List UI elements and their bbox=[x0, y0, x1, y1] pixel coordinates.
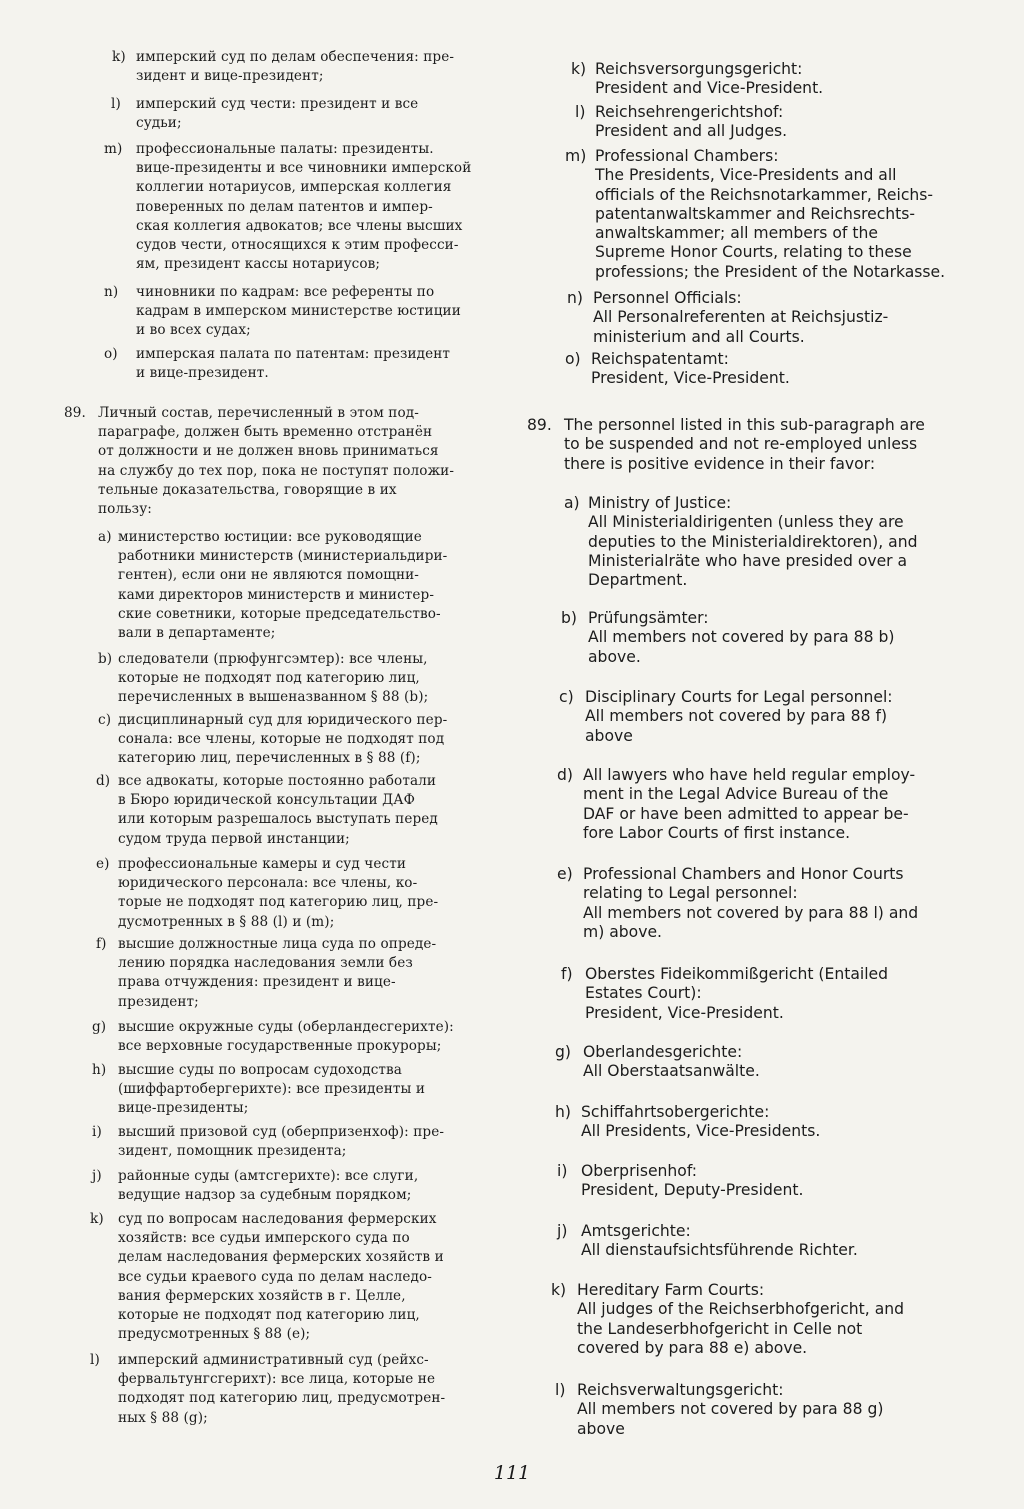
item-label: n) bbox=[104, 284, 119, 300]
item-label: k) bbox=[112, 49, 126, 65]
item-text: Reichsehrengerichtshof: President and all Judges. bbox=[595, 103, 788, 141]
item-text: имперский административный суд (рейхс- фервальтунгсгерихт): все лица, которые не подходят под категорию лиц, предусмотрен- ных § 88 (g); bbox=[118, 1352, 446, 1426]
item-text: Professional Chambers: The Presidents, Vice-Presidents and all officials of the Reichsnotarkammer, Reichs- patentanwaltskammer and Reichsrechts- anwaltskammer; all members of the Supreme Honor Courts, relating to these professions; the President of the Notarkasse. bbox=[595, 147, 946, 281]
item-label: j) bbox=[557, 1222, 568, 1240]
item-text: высшие должностные лица суда по опреде- лению порядка наследования земли без права отчуждения: президент и вице- президент; bbox=[118, 936, 437, 1010]
item-label: e) bbox=[96, 856, 110, 872]
item-label: l) bbox=[575, 103, 586, 121]
item-text: Prüfungsämter: All members not covered by para 88 b) above. bbox=[588, 609, 895, 666]
item-label: f) bbox=[561, 965, 573, 983]
item-text: Reichsversorgungsgericht: President and Vice-President. bbox=[595, 60, 824, 98]
page-number: 111 bbox=[493, 1462, 531, 1484]
item-label: c) bbox=[559, 688, 574, 706]
paragraph-text: The personnel listed in this sub-paragraph are to be suspended and not re-employed unless there is positive evidence in their favor: bbox=[564, 416, 925, 473]
item-text: высшие суды по вопросам судоходства (шиффартобергерихте): все президенты и вице-президенты; bbox=[118, 1062, 425, 1117]
item-text: Reichspatentamt: President, Vice-President. bbox=[591, 350, 790, 388]
item-text: дисциплинарный суд для юридического пер- сонала: все члены, которые не подходят под категорию лиц, перечисленных в § 88 (f); bbox=[118, 712, 448, 767]
item-label: k) bbox=[551, 1281, 567, 1299]
item-text: Oberlandesgerichte: All Oberstaatsanwälte. bbox=[583, 1043, 760, 1081]
paragraph-number: 89. bbox=[64, 405, 86, 421]
item-label: m) bbox=[565, 147, 587, 165]
item-text: чиновники по кадрам: все референты по кадрам в имперском министерстве юстиции и во всех судах; bbox=[136, 284, 461, 339]
item-text: Oberprisenhof: President, Deputy-President. bbox=[581, 1162, 804, 1200]
item-text: Schiffahrtsobergerichte: All Presidents, Vice-Presidents. bbox=[581, 1103, 821, 1141]
item-text: высшие окружные суды (оберландесгерихте): все верховные государственные прокуроры; bbox=[118, 1019, 454, 1055]
item-label: l) bbox=[555, 1381, 566, 1399]
item-text: Professional Chambers and Honor Courts relating to Legal personnel: All members not covered by para 88 l) and m) above. bbox=[583, 865, 919, 941]
paragraph-text: Личный состав, перечисленный в этом под- параграфе, должен быть временно отстранён от должности и не должен вновь приниматься на службу до тех пор, пока не поступят положи- тельные доказательства, говорящие в их пользу: bbox=[98, 405, 455, 518]
item-label: k) bbox=[90, 1211, 104, 1227]
item-text: профессиональные камеры и суд чести юридического персонала: все члены, ко- торые не подходят под категорию лиц, пре- дусмотренных в § 88 (l) и (m); bbox=[118, 856, 439, 930]
item-label: j) bbox=[92, 1168, 102, 1184]
item-label: a) bbox=[564, 494, 580, 512]
item-text: Personnel Officials: All Personalreferenten at Reichsjustiz- ministerium and all Courts. bbox=[593, 289, 889, 346]
item-text: профессиональные палаты: президенты. вице-президенты и все чиновники имперской коллегии нотариусов, имперская коллегия поверенных по делам патентов и импер- ская коллегия адвокатов; все члены высших судов чести, относящихся к этим професси- ям, президент кассы нотариусов; bbox=[136, 141, 472, 273]
item-text: Oberstes Fideikommißgericht (Entailed Estates Court): President, Vice-President. bbox=[585, 965, 889, 1022]
item-text: Hereditary Farm Courts: All judges of the Reichserbhofgericht, and the Landeserbhofgericht in Celle not covered by para 88 e) above. bbox=[577, 1281, 905, 1357]
item-text: все адвокаты, которые постоянно работали в Бюро юридической консультации ДАФ или которым разрешалось выступать перед судом труда первой инстанции; bbox=[118, 773, 438, 847]
item-text: имперский суд по делам обеспечения: пре- зидент и вице-президент; bbox=[136, 49, 455, 85]
item-label: d) bbox=[557, 766, 573, 784]
item-label: b) bbox=[98, 651, 113, 667]
item-label: a) bbox=[98, 529, 112, 545]
item-text: следователи (прюфунгсэмтер): все члены, которые не подходят под категорию лиц, перечисленных в вышеназванном § 88 (b); bbox=[118, 651, 429, 706]
item-label: h) bbox=[555, 1103, 571, 1121]
item-text: районные суды (амтсгерихте): все слуги, ведущие надзор за судебным порядком; bbox=[118, 1168, 419, 1204]
item-text: Reichsverwaltungsgericht: All members not covered by para 88 g) above bbox=[577, 1381, 884, 1438]
item-text: министерство юстиции: все руководящие работники министерств (министериальдири- гентен), если они не являются помощни- ками директоров министерств и министер- ские советники, которые председательство- вали в департаменте; bbox=[118, 529, 448, 642]
item-label: c) bbox=[98, 712, 112, 728]
item-label: f) bbox=[96, 936, 107, 952]
item-label: n) bbox=[567, 289, 583, 307]
item-label: e) bbox=[557, 865, 573, 883]
item-label: l) bbox=[90, 1352, 100, 1368]
item-text: имперская палата по патентам: президент и вице-президент. bbox=[136, 346, 451, 382]
item-label: d) bbox=[96, 773, 111, 789]
item-text: имперский суд чести: президент и все судьи; bbox=[136, 96, 419, 132]
item-label: i) bbox=[92, 1124, 102, 1140]
item-label: o) bbox=[104, 346, 118, 362]
item-text: Disciplinary Courts for Legal personnel: All members not covered by para 88 f) above bbox=[585, 688, 893, 745]
item-text: суд по вопросам наследования фермерских хозяйств: все судьи имперского суда по делам наследования фермерских хозяйств и все судьи краевого суда по делам наследо- вания фермерских хозяйств в г. Целле, которые не подходят под категорию лиц, предусмотренных § 88 (e); bbox=[118, 1211, 444, 1343]
item-text: All lawyers who have held regular employ- ment in the Legal Advice Bureau of the DAF or have been admitted to appear be- fore Labor Courts of first instance. bbox=[583, 766, 916, 842]
item-label: i) bbox=[557, 1162, 568, 1180]
item-label: h) bbox=[92, 1062, 107, 1078]
item-label: g) bbox=[92, 1019, 107, 1035]
item-label: m) bbox=[104, 141, 123, 157]
item-text: Amtsgerichte: All dienstaufsichtsführende Richter. bbox=[581, 1222, 858, 1260]
item-label: g) bbox=[555, 1043, 571, 1061]
item-label: b) bbox=[561, 609, 577, 627]
item-label: l) bbox=[111, 96, 121, 112]
item-text: Ministry of Justice: All Ministerialdirigenten (unless they are deputies to the Ministerialdirektoren), and Ministerialräte who have presided over a Department. bbox=[588, 494, 918, 590]
paragraph-number: 89. bbox=[527, 416, 552, 434]
item-text: высший призовой суд (оберпризенхоф): пре- зидент, помощник президента; bbox=[118, 1124, 445, 1160]
item-label: o) bbox=[565, 350, 581, 368]
item-label: k) bbox=[571, 60, 587, 78]
